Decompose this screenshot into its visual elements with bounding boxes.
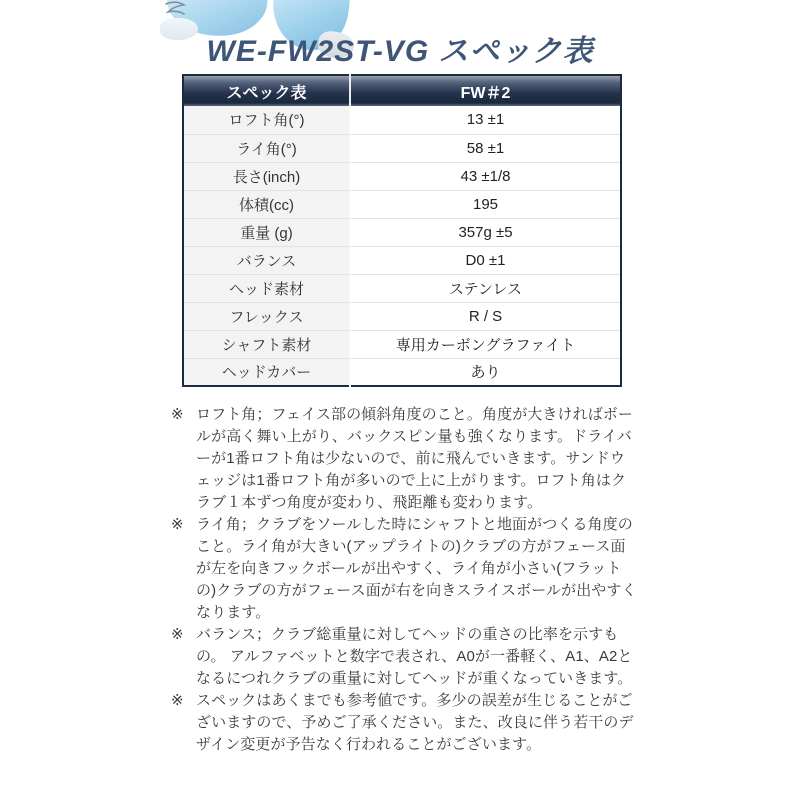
- spec-value: D0 ±1: [350, 246, 621, 274]
- spec-label: ライ角(°): [183, 134, 350, 162]
- table-row: [183, 246, 621, 274]
- spec-label: バランス: [183, 246, 350, 274]
- table-row: [183, 330, 621, 358]
- note-marker: ※: [171, 692, 184, 709]
- list-item: [171, 624, 637, 690]
- table-row: [183, 358, 621, 386]
- spec-table: [182, 74, 622, 387]
- spec-label: ヘッド素材: [183, 274, 350, 302]
- note-marker: ※: [171, 516, 184, 533]
- spec-label: ロフト角(°): [183, 106, 350, 134]
- table-row: [183, 162, 621, 190]
- spec-value: あり: [350, 358, 621, 386]
- table-row: [183, 134, 621, 162]
- note-marker: ※: [171, 406, 184, 423]
- table-row: [183, 274, 621, 302]
- spec-value: R / S: [350, 302, 621, 330]
- table-row: [183, 190, 621, 218]
- spec-value: ステンレス: [350, 274, 621, 302]
- table-row: [183, 218, 621, 246]
- note-disclaimer: スペックはあくまでも参考値です。多少の誤差が生じることがございますので、予めご了承ください。また、改良に伴う若干のデザイン変更が予告なく行われることがございます。: [196, 692, 634, 753]
- note-lie-angle: ライ角；クラブをソールした時にシャフトと地面がつくる角度のこと。ライ角が大きい(アップライトの)クラブの方がフェース面が左を向きフックボールが出やすく、ライ角が小さい(フラットの)クラブの方がフェース面が右を向きスライスボールが出やすくなります。: [196, 516, 637, 621]
- note-loft-angle: ロフト角；フェイス部の傾斜角度のこと。角度が大きければボールが高く舞い上がり、バックスピン量も強くなります。ドライバーが1番ロフト角は少ないので、前に飛んでいきます。サンドウェッジは1番ロフト角が多いので上に上がります。ロフト角はクラブ１本ずつ角度が変わり、飛距離も変わります。: [196, 406, 634, 511]
- spec-value: 195: [350, 190, 621, 218]
- spec-value: 43 ±1/8: [350, 162, 621, 190]
- spec-label: 重量 (g): [183, 218, 350, 246]
- footnotes: [171, 404, 637, 756]
- spec-label: 長さ(inch): [183, 162, 350, 190]
- note-marker: ※: [171, 626, 184, 643]
- list-item: [171, 404, 637, 514]
- list-item: [171, 690, 637, 756]
- note-balance: バランス；クラブ総重量に対してヘッドの重さの比率を示すもの。 アルファベットと数字で表され、A0が一番軽く、A1、A2となるにつれクラブの重量に対してヘッドが重くなっていきます。: [196, 626, 633, 687]
- spec-label: フレックス: [183, 302, 350, 330]
- table-row: [183, 106, 621, 134]
- spec-value: 13 ±1: [350, 106, 621, 134]
- spec-header-value-col: FW＃2: [350, 75, 621, 106]
- table-row: [183, 302, 621, 330]
- spec-header-label-col: スペック表: [183, 75, 350, 106]
- spec-header-row: [183, 75, 621, 106]
- spec-label: ヘッドカバー: [183, 358, 350, 386]
- spec-label: 体積(cc): [183, 190, 350, 218]
- spec-value: 357g ±5: [350, 218, 621, 246]
- spec-value: 58 ±1: [350, 134, 621, 162]
- stitch-squiggle-icon: [160, 0, 206, 26]
- title-bar: [0, 26, 800, 70]
- spec-label: シャフト素材: [183, 330, 350, 358]
- page-title: WE-FW2ST-VG スペック表: [206, 35, 594, 68]
- list-item: [171, 514, 637, 624]
- spec-value: 専用カーボングラファイト: [350, 330, 621, 358]
